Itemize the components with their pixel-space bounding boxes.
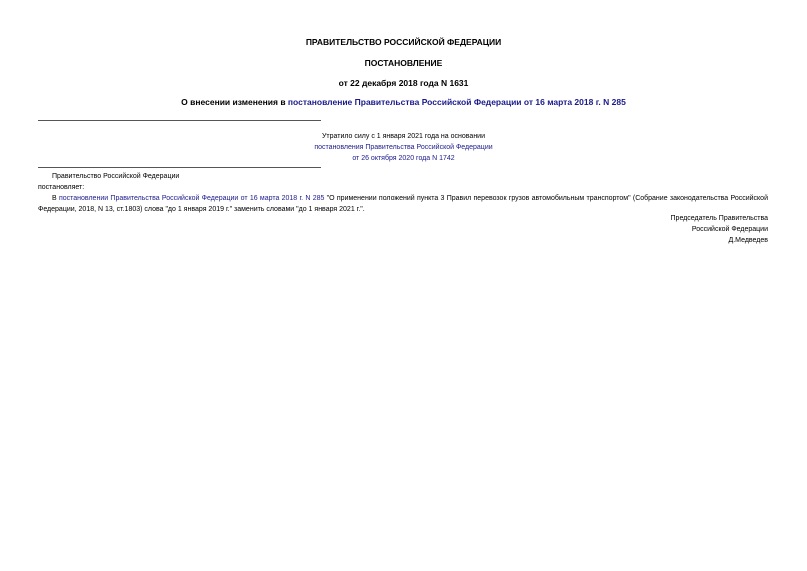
signature-line-1: Председатель Правительства — [670, 215, 768, 222]
status-note-link-1[interactable]: постановления Правительства Российской Федерации — [314, 144, 493, 151]
status-note — [0, 131, 807, 164]
divider-top — [38, 120, 321, 121]
doc-type-heading: ПОСТАНОВЛЕНИЕ — [364, 58, 443, 68]
status-note-link-2[interactable]: от 26 октября 2020 года N 1742 — [352, 155, 455, 162]
title-link[interactable]: постановление Правительства Российской Федерации от 16 марта 2018 г. N 285 — [287, 97, 626, 107]
divider-bottom — [38, 167, 321, 168]
signature-block — [468, 213, 768, 246]
document-title — [0, 97, 807, 107]
status-note-text: Утратило силу с 1 января 2021 года на основании — [321, 133, 486, 140]
preamble — [38, 171, 768, 193]
org-heading: ПРАВИТЕЛЬСТВО РОССИЙСКОЙ ФЕДЕРАЦИИ — [305, 37, 502, 47]
para-link[interactable]: постановлении Правительства Российской Федерации от 16 марта 2018 г. N 285 — [58, 195, 325, 202]
signature-line-2: Российской Федерации — [691, 226, 768, 233]
para-prefix: В — [52, 195, 59, 202]
preamble-line-2: постановляет: — [38, 184, 85, 191]
signature-line-3: Д.Медведев — [728, 237, 768, 244]
main-paragraph — [38, 193, 768, 215]
preamble-line-1: Правительство Российской Федерации — [52, 173, 180, 180]
title-prefix: О внесении изменения в — [181, 97, 288, 107]
date-number-heading: от 22 декабря 2018 года N 1631 — [338, 78, 469, 88]
para-rest: "О применении положений пункта 3 Правил перевозок грузов автомобильным транспортом" (Собрание законодательства Российской Федерации, 2018, N 13, ст.1803) слова "до 1 января 2019 г." заменить словами "до 1 января 2021 г.". — [38, 195, 768, 213]
